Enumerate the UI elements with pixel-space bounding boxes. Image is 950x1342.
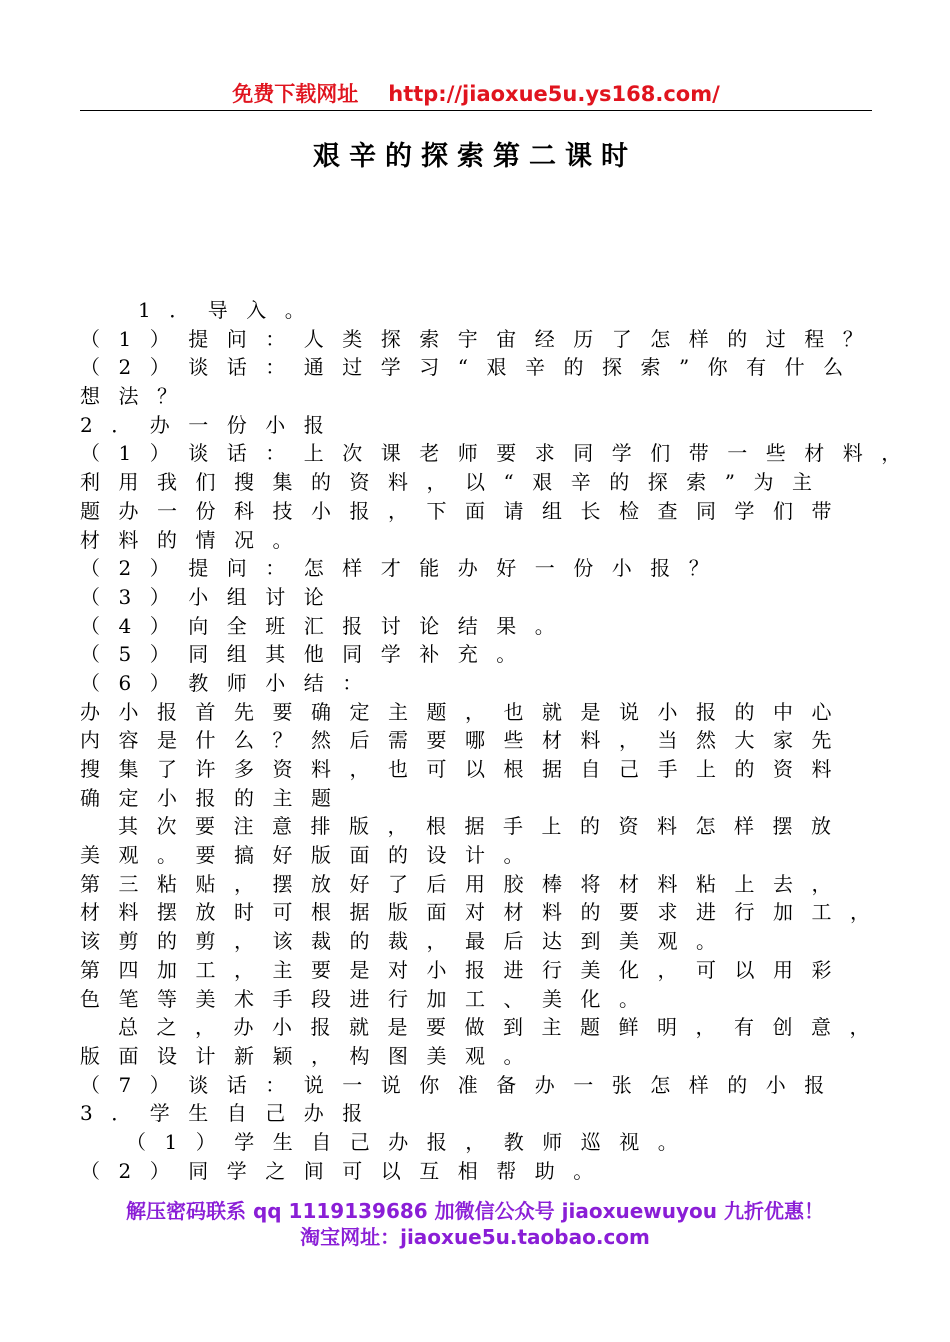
- text-line: （6）教师小结：: [80, 670, 381, 695]
- document-title: 艰辛的探索第二课时: [313, 141, 637, 172]
- text-line: 想法？: [80, 384, 196, 409]
- text-line: （1）学生自己办报，教师巡视。: [126, 1129, 697, 1154]
- text-line: （4）向全班汇报讨论结果。: [80, 613, 574, 638]
- text-line: 总之，办小报就是要做到主题鲜明，有创意，: [118, 1015, 888, 1040]
- text-line: 材料摆放时可根据版面对材料的要求进行加工，: [80, 900, 889, 925]
- text-line: 3．学生自己办报: [80, 1101, 381, 1126]
- footer-contact-line: 解压密码联系 qq 1119139686 加微信公众号 jiaoxuewuyou 九折优惠！: [126, 1199, 824, 1223]
- text-line: 内容是什么？然后需要哪些材料，当然大家先: [80, 728, 850, 753]
- text-line: 材料的情况。: [80, 527, 311, 552]
- text-line: （5）同组其他同学补充。: [80, 642, 535, 667]
- header-url-link[interactable]: http://jiaoxue5u.ys168.com/: [388, 82, 720, 106]
- text-line: 该剪的剪，该裁的裁，最后达到美观。: [80, 929, 735, 954]
- text-line: 版面设计新颖，构图美观。: [80, 1043, 542, 1068]
- text-line: （2）提问：怎样才能办好一份小报？: [80, 556, 728, 581]
- text-line: （7）谈话：说一说你准备办一张怎样的小报: [80, 1072, 843, 1097]
- header-label: 免费下载网址: [232, 82, 359, 106]
- text-line: 确定小报的主题: [80, 785, 350, 810]
- text-line: 题办一份科技小报，下面请组长检查同学们带: [80, 498, 850, 523]
- page-footer: [0, 1198, 950, 1250]
- text-line: 第三粘贴，摆放好了后用胶棒将材料粘上去，: [80, 871, 850, 896]
- text-line: （1）提问：人类探索宇宙经历了怎样的过程？: [80, 326, 882, 351]
- document-body: [80, 296, 920, 1185]
- text-line: （1）谈话：上次课老师要求同学们带一些材料，: [80, 441, 920, 466]
- text-line: 1．导入。: [138, 298, 324, 322]
- text-line: 其次要注意排版，根据手上的资料怎样摆放: [118, 814, 850, 839]
- page-header: [80, 78, 872, 111]
- text-line: 利用我们搜集的资料，以“艰辛的探索”为主: [80, 470, 831, 495]
- text-line: （3）小组讨论: [80, 584, 343, 609]
- text-line: 色笔等美术手段进行加工、美化。: [80, 986, 658, 1011]
- text-line: 2．办一份小报: [80, 412, 343, 437]
- text-line: 美观。要搞好版面的设计。: [80, 843, 542, 868]
- text-line: （2）同学之间可以互相帮助。: [80, 1158, 612, 1183]
- text-line: 办小报首先要确定主题，也就是说小报的中心: [80, 699, 850, 724]
- text-line: （2）谈话：通过学习“艰辛的探索”你有什么: [80, 355, 862, 380]
- text-line: 第四加工，主要是对小报进行美化，可以用彩: [80, 957, 850, 982]
- text-line: 搜集了许多资料，也可以根据自己手上的资料: [80, 757, 850, 781]
- footer-shop-link[interactable]: 淘宝网址：jiaoxue5u.taobao.com: [300, 1225, 650, 1249]
